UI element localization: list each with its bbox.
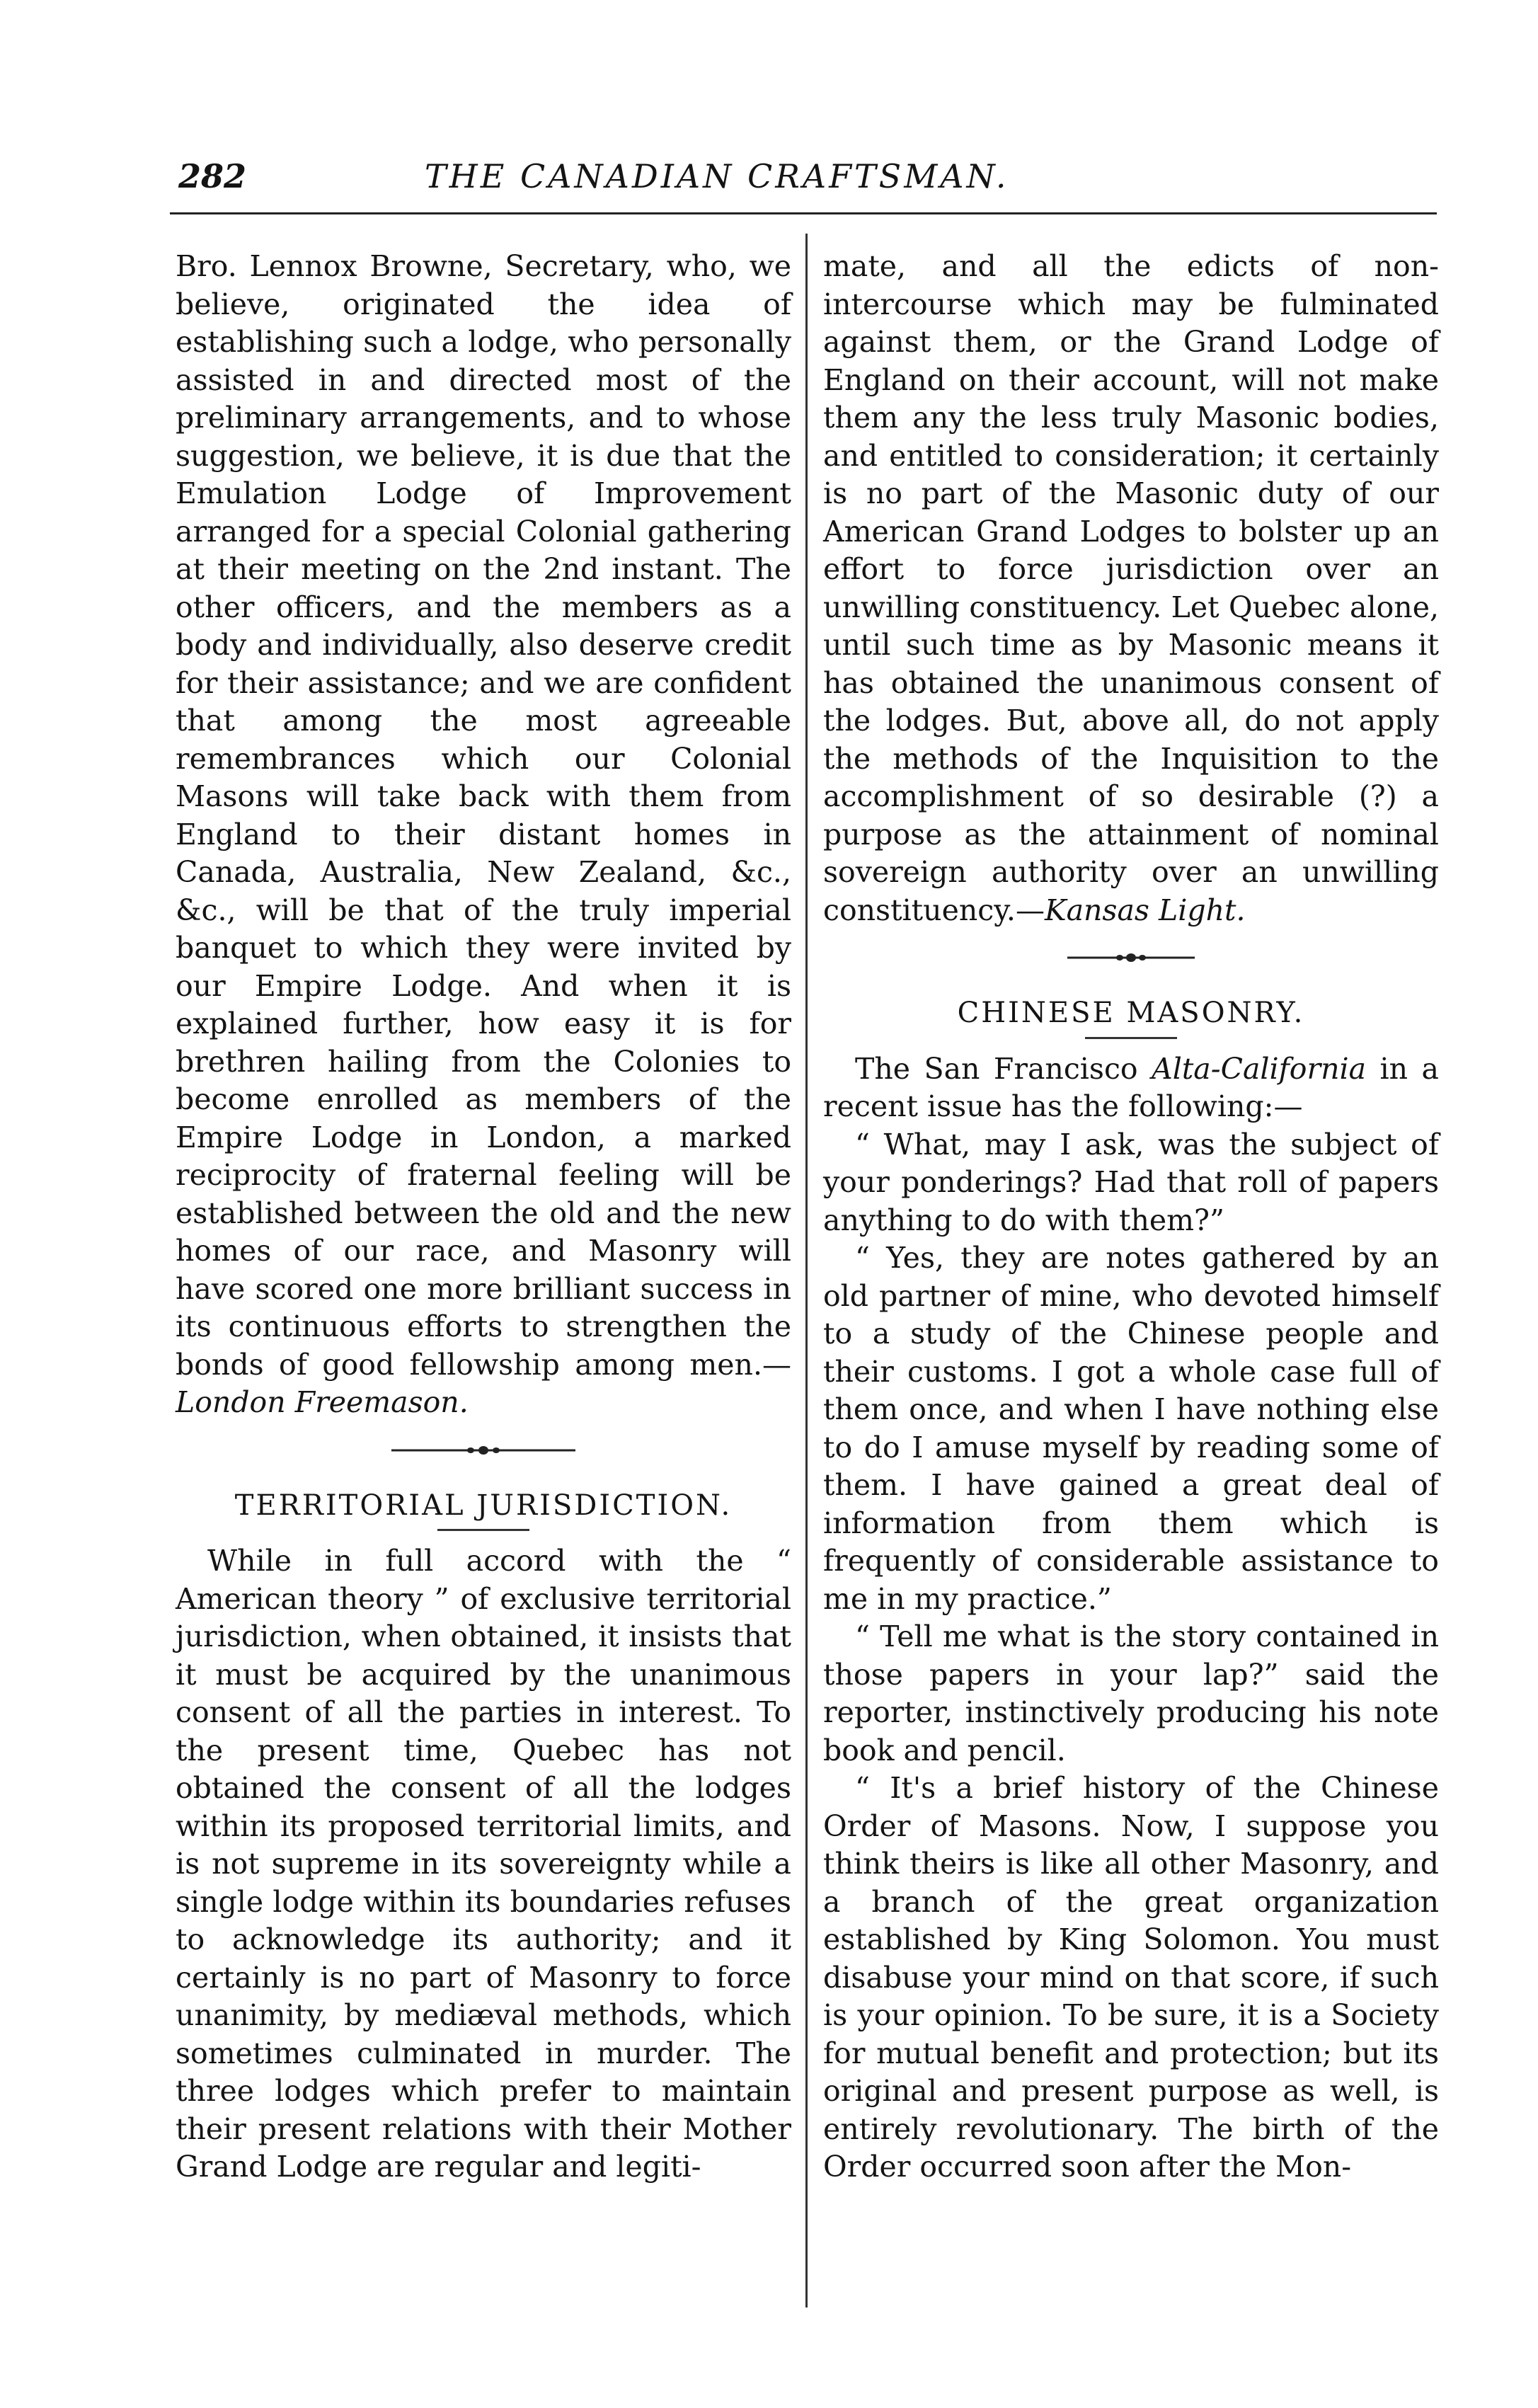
article-paragraph: “ It's a brief history of the Chinese Order of Masons. Now, I suppose you think theirs is like all other Masonry, and a branch of the great organization established by King Solomon. You must disabuse your mind on that score, if such is your opinion. To be sure, it is a Society for mutual benefit and protection; but its original and present purpose as well, is entirely revolutionary. The birth of the Order occurred soon after the Mon-: [823, 1771, 1439, 2184]
column-divider: [805, 234, 808, 2307]
paragraph-text: Bro. Lennox Browne, Secretary, who, we believe, originated the idea of establishing such a lodge, who personally assisted in and directed most of the preliminary arrangements, and to whose suggestion, we believe, it is due that the Emulation Lodge of Improvement arranged for a special Colonial gathering at their meeting on the 2nd instant. The other officers, and the members as a body and individually, also deserve credit for their assistance; and we are confident that among the most agreeable remembrances which our Colonial Masons will take back with them from England to their distant homes in Canada, Australia, New Zealand, &c., &c., will be that of the truly imperial banquet to which they were invited by our Empire Lodge. And when it is explained further, how easy it is for brethren hailing from the Colonies to become enrolled as members of the Empire Lodge in London, a marked reciprocity of fraternal feeling will be established between the old and the new homes of our race, and Masonry will have scored one more brilliant success in its continuous efforts to strengthen the bonds of good fellowship among men.—: [176, 249, 791, 1382]
section-heading: CHINESE MASONRY.: [957, 997, 1305, 1029]
article-paragraph: [823, 248, 1439, 929]
section-ornament: [176, 1443, 791, 1472]
ornament-rule-icon: [1067, 951, 1195, 965]
newspaper-name: Alta-California: [1152, 1051, 1367, 1086]
article-paragraph: “ Yes, they are notes gathered by an old partner of mine, who devoted himself to a study of the Chinese people and their customs. I got a whole case full of them once, and when I have nothing else to do I amuse myself by reading some of them. I have gained a great deal of information from them which is frequently of considerable assistance to me in my practice.”: [823, 1241, 1439, 1616]
section-heading: TERRITORIAL JURISDICTION.: [234, 1489, 733, 1522]
source-credit: London Freemason.: [176, 1385, 469, 1419]
left-column: [176, 248, 791, 2186]
heading-rule: [1085, 1037, 1177, 1039]
source-credit: Kansas Light.: [1044, 893, 1246, 927]
section-ornament: [823, 951, 1439, 979]
paragraph-text: mate, and all the edicts of non-intercourse which may be fulminated against them, or the Grand Lodge of England on their account, will not make them any the less truly Masonic bodies, and entitled to consideration; it certainly is no part of the Masonic duty of our American Grand Lodges to bolster up an effort to force jurisdiction over an unwilling constituency. Let Quebec alone, until such time as by Masonic means it has obtained the unanimous consent of the lodges. But, above all, do not apply the methods of the Inquisition to the accomplishment of so desirable (?) a purpose as the attainment of nominal sovereign authority over an unwilling constituency.—: [823, 249, 1439, 927]
article-paragraph: “ Tell me what is the story contained in those papers in your lap?” said the reporter, instinctively producing his note book and pencil.: [823, 1619, 1439, 1767]
article-paragraph: “ What, may I ask, was the subject of your ponderings? Had that roll of papers anything to do with them?”: [823, 1127, 1439, 1237]
paragraph-text: The San Francisco: [855, 1051, 1152, 1086]
article-paragraph: [176, 248, 791, 1422]
running-title: THE CANADIAN CRAFTSMAN.: [425, 157, 1009, 195]
heading-rule: [437, 1529, 529, 1531]
page-number: 282: [178, 157, 247, 195]
article-paragraph: [823, 1050, 1439, 1126]
article-paragraph: While in full accord with the “ American theory ” of exclusive territorial jurisdiction, when obtained, it insists that it must be acquired by the unanimous consent of all the parties in interest. To the present time, Quebec has not obtained the consent of all the lodges within its proposed territorial limits, and is not supreme in its sovereignty while a single lodge within its boundaries refuses to acknowledge its authority; and it certainly is no part of Masonry to force unanimity, by mediæval methods, which sometimes culminated in murder. The three lodges which prefer to maintain their present relations with their Mother Grand Lodge are regular and legiti-: [176, 1544, 791, 2184]
paragraph-text: in a recent issue has the following:—: [823, 1051, 1440, 1123]
right-column: [823, 248, 1439, 2186]
header-rule: [170, 212, 1437, 214]
ornament-rule-icon: [391, 1443, 575, 1457]
